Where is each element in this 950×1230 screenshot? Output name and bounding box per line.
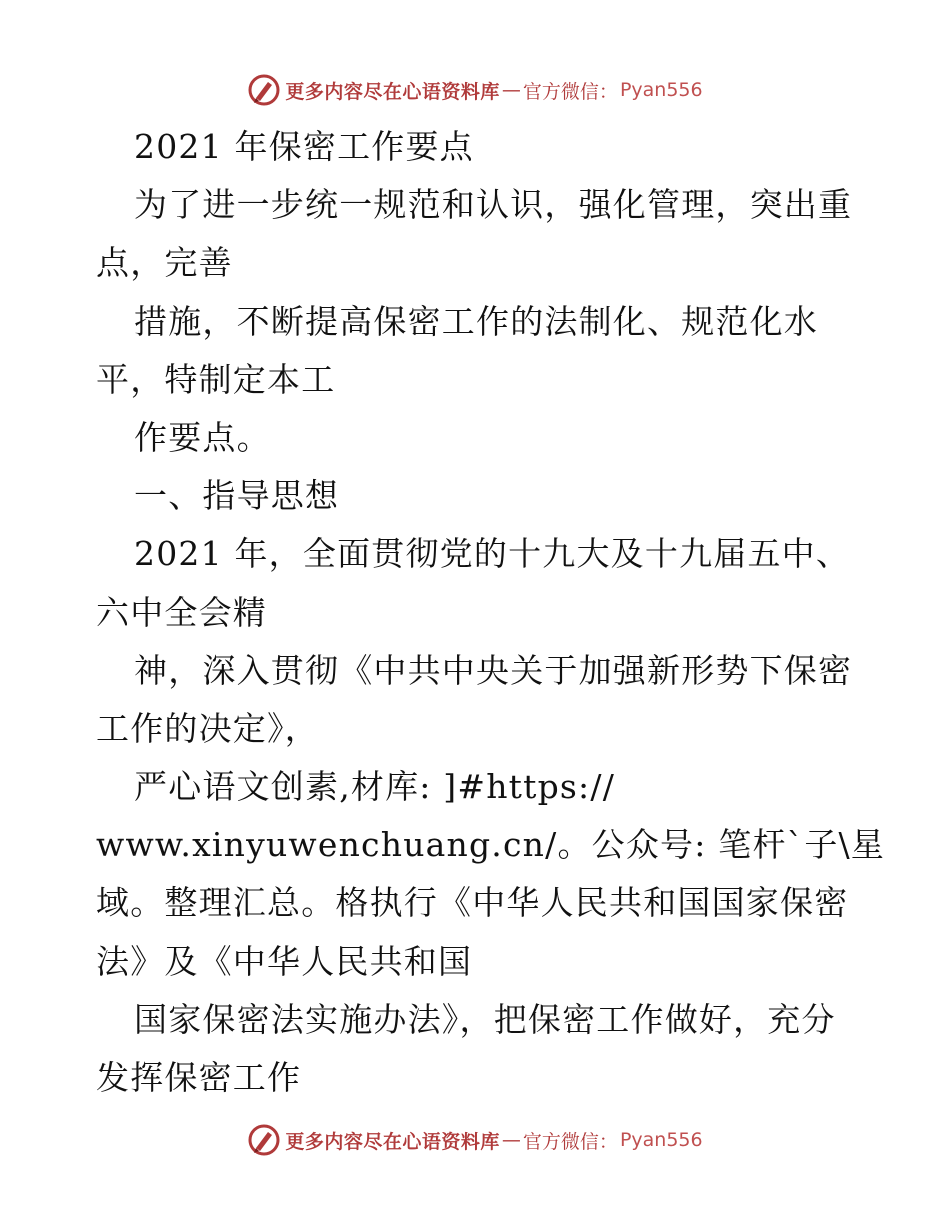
header-banner <box>0 70 950 110</box>
section-heading: 一、指导思想 <box>134 476 340 516</box>
doc-line: 点，完善 <box>96 243 233 283</box>
doc-line: 措施，不断提高保密工作的法制化、规范化水 <box>134 301 818 341</box>
doc-line: 为了进一步统一规范和认识，强化管理，突出重 <box>134 185 853 225</box>
pen-logo-icon <box>247 73 281 107</box>
doc-title: 2021 年保密工作要点 <box>134 127 474 166</box>
doc-line: 2021 年，全面贯彻党的十九大及十九届五中、 <box>134 534 851 574</box>
doc-line: 作要点。 <box>134 417 271 457</box>
doc-line: 发挥保密工作 <box>96 1058 302 1097</box>
pen-logo-icon <box>247 1123 281 1157</box>
doc-line: 法》及《中华人民共和国 <box>96 941 473 981</box>
banner-separator: — <box>501 79 521 101</box>
doc-line: 六中全会精 <box>96 592 267 632</box>
banner-main-text: 更多内容尽在心语资料库 <box>285 1130 500 1153</box>
doc-line: 国家保密法实施办法》，把保密工作做好，充分 <box>134 999 836 1039</box>
footer-banner <box>0 1120 950 1160</box>
banner-wechat-id: Pyan556 <box>619 79 703 101</box>
banner-wechat-label: 官方微信： <box>522 1130 618 1153</box>
banner-separator: — <box>501 1129 521 1151</box>
banner-wechat-label: 官方微信： <box>522 80 618 103</box>
doc-line: 平，特制定本工 <box>96 359 336 399</box>
doc-line: 神，深入贯彻《中共中央关于加强新形势下保密 <box>134 650 853 690</box>
document-body <box>96 118 886 1107</box>
doc-line: 严心语文创素,材库: ]#https:// <box>134 767 616 807</box>
banner-main-text: 更多内容尽在心语资料库 <box>285 80 500 103</box>
banner-wechat-id: Pyan556 <box>619 1129 703 1151</box>
doc-line: www.xinyuwenchuang.cn/。公众号: 笔杆`子\星 <box>96 825 886 865</box>
doc-line: 域。整理汇总。格执行《中华人民共和国国家保密 <box>96 883 849 923</box>
doc-line: 工作的决定》， <box>96 708 319 748</box>
